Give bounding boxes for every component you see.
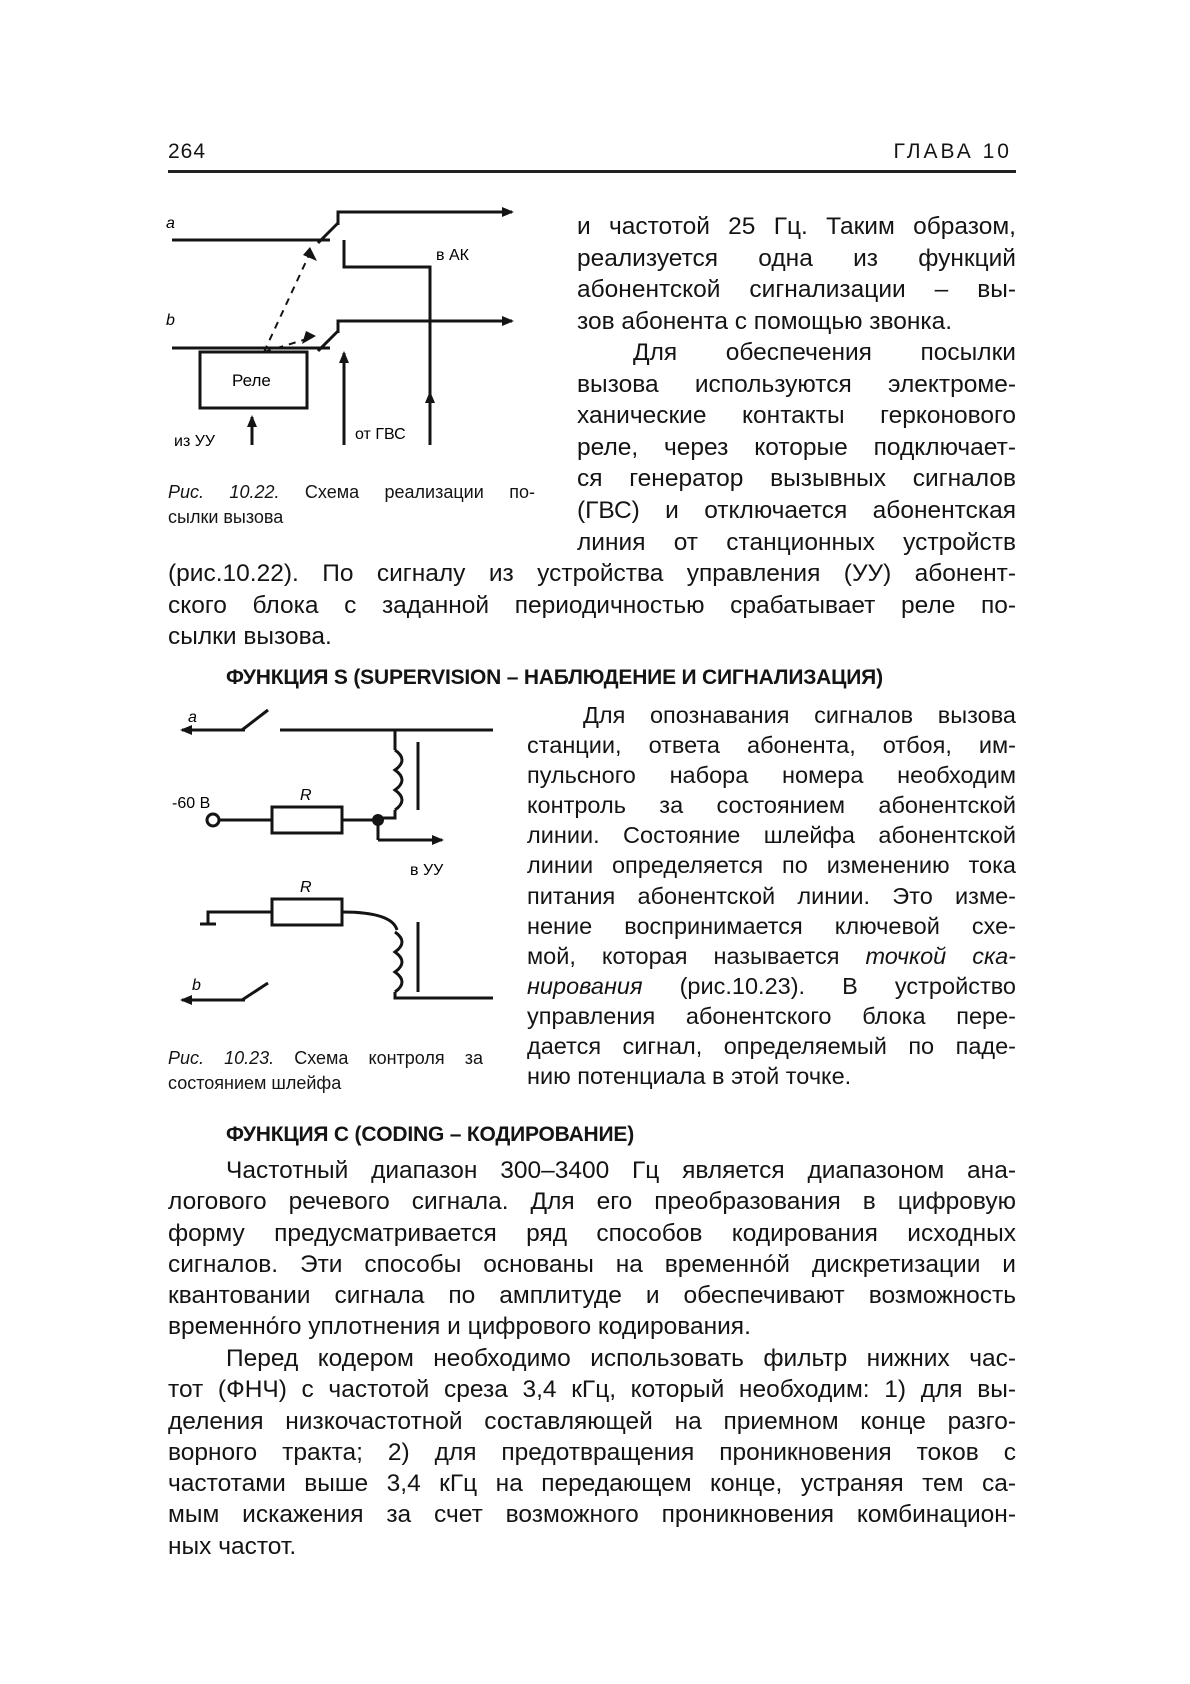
label-r-lower: R — [300, 879, 312, 896]
text-line: линии определяется по изменению тока — [527, 852, 1016, 879]
text-line: форму предусматривается ряд способов кодирования исходных — [168, 1219, 1016, 1247]
text-line: нию потенциала в этой точке. — [527, 1063, 852, 1090]
relay-label: Реле — [232, 371, 271, 390]
label-a: a — [188, 709, 197, 726]
text-segment: мой, которая называется — [527, 942, 866, 969]
text-line: реле, через которые подключает- — [577, 433, 1016, 461]
text-line: логового речевого сигнала. Для его преобразования в цифровую — [168, 1188, 1016, 1216]
text-line: квантовании сигнала по амплитуде и обеспечивают возможность — [168, 1282, 1016, 1310]
text-line: управления абонентского блока пере- — [527, 1002, 1016, 1029]
paragraph-4 — [168, 1155, 1016, 1343]
term-emphasis: нирования — [527, 972, 643, 999]
text-line — [527, 941, 1016, 971]
section-heading-s: ФУНКЦИЯ S (SUPERVISION – НАБЛЮДЕНИЕ И СИГНАЛИЗАЦИЯ) — [226, 666, 883, 689]
caption-text: сылки вызова — [168, 507, 284, 527]
label-v-uu: в УУ — [410, 862, 444, 879]
figure-10-23-caption — [168, 1046, 483, 1096]
text-line: ся генератор вызывных сигналов — [577, 465, 1016, 493]
caption-number: Рис. 10.23. — [168, 1048, 275, 1068]
text-line: линии. Состояние шлейфа абонентской — [527, 822, 1016, 849]
text-line: пульсного набора номера необходим — [527, 762, 1016, 789]
text-line: станции, ответа абонента, отбоя, им- — [527, 732, 1016, 759]
text-line: сигналов. Эти способы основаны на временно́й дискретизации и — [168, 1250, 1016, 1278]
figure-10-22-diagram — [160, 195, 540, 465]
text-line: мым искажения за счет возможного проникновения комбинацион- — [168, 1501, 1016, 1529]
caption-text: Схема реализации по- — [304, 482, 535, 502]
label-ot-gvs: от ГВС — [355, 426, 406, 443]
label-iz-uu: из УУ — [174, 433, 216, 450]
text-line: тот (ФНЧ) с частотой среза 3,4 кГц, который необходим: 1) для вы- — [168, 1376, 1016, 1404]
text-line: линия от станционных устройств — [577, 528, 1016, 556]
text-line: деления низкочастотной составляющей на приемном конце разго- — [168, 1407, 1016, 1435]
section-heading-c: ФУНКЦИЯ С (CODING – КОДИРОВАНИЕ) — [226, 1123, 635, 1146]
text-line: и частотой 25 Гц. Таким образом, — [577, 213, 1016, 240]
text-line: Для обеспечения посылки — [633, 339, 1016, 366]
label-v-ak: в АК — [436, 247, 469, 264]
text-line: вызова используются электроме- — [577, 370, 1016, 398]
text-line: Частотный диапазон 300–3400 Гц является диапазоном ана- — [226, 1157, 1016, 1184]
text-line: зов абонента с помощью звонка. — [577, 307, 953, 335]
text-line: реализуется одна из функций — [577, 244, 1016, 272]
caption-text: состоянием шлейфа — [168, 1073, 342, 1093]
text-line: Для опознавания сигналов вызова — [583, 702, 1016, 728]
label-b: b — [166, 312, 175, 329]
paragraph-1 — [577, 211, 1016, 337]
label-b: b — [192, 977, 201, 994]
term-emphasis: точкой ска- — [865, 942, 1016, 969]
chapter-title: ГЛАВА 10 — [893, 140, 1012, 163]
text-line: питания абонентской линии. Это изме- — [527, 882, 1016, 909]
label-r-upper: R — [300, 787, 312, 804]
text-line: сылки вызова. — [168, 623, 332, 651]
header-rule — [168, 170, 1016, 173]
text-line: частотами выше 3,4 кГц на передающем конце, устраняя тем са- — [168, 1470, 1016, 1498]
text-line: ханические контакты герконового — [577, 402, 1016, 430]
text-line: ных частот. — [168, 1532, 297, 1560]
text-line: контроль за состоянием абонентской — [527, 792, 1016, 819]
text-line: ворного тракта; 2) для предотвращения проникновения токов с — [168, 1438, 1016, 1466]
text-segment: (рис.10.23). В устройство — [642, 972, 1016, 999]
caption-number: Рис. 10.22. — [168, 482, 280, 502]
text-line — [527, 971, 1016, 1001]
label-minus-60v: -60 В — [172, 795, 211, 812]
text-line: ского блока с заданной периодичностью срабатывает реле по- — [168, 591, 1016, 619]
label-a: a — [166, 215, 175, 232]
text-line: временно́го уплотнения и цифрового кодирования. — [168, 1313, 751, 1341]
text-line: абонентской сигнализации – вы- — [577, 276, 1016, 304]
text-line: нение воспринимается ключевой схе- — [527, 912, 1016, 939]
figure-10-22-caption — [168, 480, 535, 530]
page-number: 264 — [168, 140, 207, 163]
caption-text: Схема контроля за — [294, 1048, 483, 1068]
paragraph-5 — [168, 1343, 1016, 1562]
text-line: Перед кодером необходимо использовать фильтр нижних час- — [226, 1345, 1016, 1372]
text-line: (ГВС) и отключается абонентская — [577, 496, 1016, 524]
paragraph-3 — [527, 700, 1016, 1091]
text-line: дается сигнал, определяемый по паде- — [527, 1033, 1016, 1060]
figure-10-23-diagram — [160, 700, 505, 1020]
text-line: (рис.10.22). По сигналу из устройства управления (УУ) абонент- — [168, 560, 1016, 588]
